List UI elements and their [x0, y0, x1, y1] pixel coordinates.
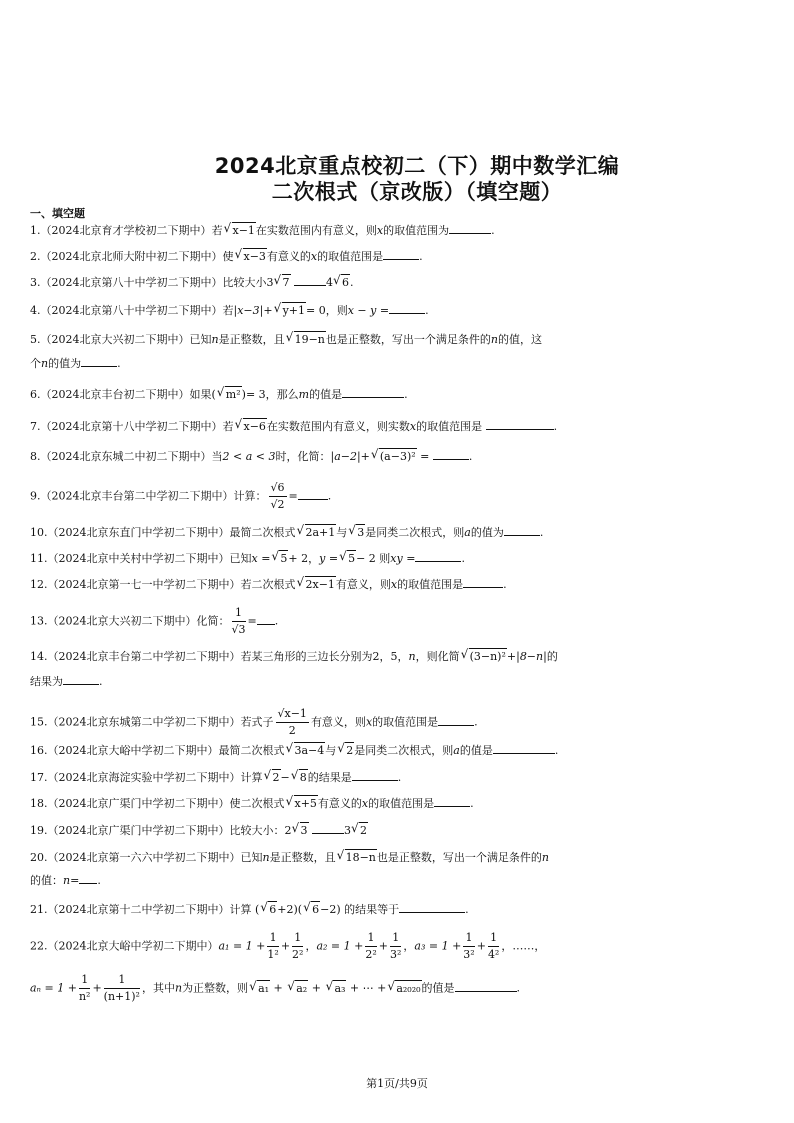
answer-blank [415, 551, 461, 562]
question-7: 7.（2024北京第十八中学初二下期中）若√ x−6在实数范围内有意义，则实数x的取值范围是 . [30, 418, 760, 435]
document-title: 2024北京重点校初二（下）期中数学汇编 [214, 154, 620, 178]
answer-blank [449, 223, 491, 234]
section-heading: 一、填空题 [30, 207, 85, 220]
radical: √ x−1 [232, 222, 256, 239]
question-18: 18.（2024北京广渠门中学初二下期中）使二次根式√ x+5有意义的x的取值范围是 . [30, 795, 760, 812]
question-14-line2: 结果为 . [30, 675, 103, 688]
question-2: 2.（2024北京北师大附中初二下期中）使√ x−3有意义的x的取值范围是 . [30, 248, 760, 265]
fraction: $\frac{√6}{√2}$ [270, 481, 285, 511]
answer-blank [433, 449, 469, 460]
answer-blank [463, 577, 503, 588]
question-source: （2024北京育才学校初二下期中） [40, 224, 212, 237]
question-12: 12.（2024北京第一七一中学初二下期中）若二次根式√ 2x−1有意义，则x的取值范围是 . [30, 576, 760, 593]
radical: √ x−3 [243, 248, 267, 265]
question-1: 1.（2024北京育才学校初二下期中）若√ x−1在实数范围内有意义，则x的取值范围为 . [30, 222, 760, 239]
question-9: 9.（2024北京丰台第二中学初二下期中）计算： $\frac{√6}{√2}$ = . [30, 481, 332, 511]
answer-blank [63, 674, 99, 685]
answer-blank [486, 419, 554, 430]
answer-blank [434, 796, 470, 807]
answer-blank [79, 873, 97, 884]
question-11: 11.（2024北京中关村中学初二下期中）已知x =√ 5+ 2，y =√ 5− 2 则xy = . [30, 550, 760, 567]
question-20-line2: 的值：n= . [30, 874, 101, 887]
answer-blank [399, 902, 465, 913]
question-14: 14.（2024北京丰台第二中学初二下期中）若某三角形的三边长分别为2，5，n，则化简√ (3−n)²+|8−n|的 [30, 648, 760, 665]
question-17: 17.（2024北京海淀实验中学初二下期中）计算√ 2−√ 8的结果是 . [30, 769, 760, 786]
question-5-line2: 个n的值为 . [30, 357, 121, 370]
answer-blank [257, 614, 275, 625]
answer-blank [438, 715, 474, 726]
answer-blank [389, 303, 425, 314]
question-20: 20.（2024北京第一六六中学初二下期中）已知n是正整数，且√ 18−n也是正整数，写出一个满足条件的n [30, 849, 760, 866]
question-21: 21.（2024北京第十二中学初二下期中）计算 (√ 6+2)(√ 6−2) 的结果等于 . [30, 901, 760, 918]
question-5: 5.（2024北京大兴初二下期中）已知n是正整数，且√ 19−n也是正整数，写出一个满足条件的n的值，这 [30, 331, 760, 348]
answer-blank [383, 249, 419, 260]
answer-blank [342, 387, 404, 398]
question-6: 6.（2024北京丰台初二下期中）如果(√ m²)= 3，那么m的值是 . [30, 386, 760, 403]
question-19: 19.（2024北京广渠门中学初二下期中）比较大小：2√ 3 3√ 2 [30, 822, 760, 839]
question-16: 16.（2024北京大峪中学初二下期中）最简二次根式√ 3a−4与√ 2是同类二次根式，则a的值是 . [30, 742, 760, 759]
answer-blank [504, 525, 540, 536]
question-22-line2: aₙ = 1 + $\frac{1}{\text{n²}}$ + $\frac{1}{\text{(n+1)²}}$ ，其中n为正整数，则√ a₁ + √ a₂ + √ a₃ + ⋯ +√ a₂₀₂₀的值是 . [30, 972, 760, 1005]
document-subtitle: 二次根式（京改版）（填空题） [271, 180, 563, 204]
question-13: 13.（2024北京大兴初二下期中）化简： $\frac{1}{√3}$ = . [30, 606, 279, 636]
question-4: 4.（2024北京第八十中学初二下期中）若|x−3|+√ y+1= 0，则x − y = . [30, 302, 760, 319]
answer-blank [81, 356, 117, 367]
question-3: 3.（2024北京第八十中学初二下期中）比较大小3√ 7 4√ 6. [30, 274, 760, 291]
question-22: 22.（2024北京大峪中学初二下期中）a₁ = 1 + $\frac{1}{\text{1²}}$ + $\frac{1}{\text{2²}}$ ，a₂ = 1 + $\frac{1}{\text{2²}}$ + $\frac{1}{\text{3²}}$ ，a₃ = 1 + $\frac{1}{\text{3²}}$ + $\frac{1}{\text{4²}}$ ，……， [30, 931, 546, 961]
question-8: 8.（2024北京东城二中初二下期中）当2 < a < 3时，化简：|a−2|+√ (a−3)² = . [30, 448, 760, 465]
answer-blank [312, 823, 344, 834]
answer-blank [455, 981, 517, 992]
answer-blank [493, 743, 555, 754]
page-footer: 第1页/共9页 [366, 1077, 428, 1090]
answer-blank [352, 770, 398, 781]
answer-blank [294, 275, 326, 286]
answer-blank [298, 489, 328, 500]
question-number: 1. [30, 224, 41, 237]
question-15: 15.（2024北京东城第二中学初二下期中）若式子 $\frac{√x-1}{2}$ 有意义，则x的取值范围是 . [30, 707, 478, 737]
question-10: 10.（2024北京东直门中学初二下期中）最简二次根式√ 2a+1与√ 3是同类二次根式，则a的值为 . [30, 524, 760, 541]
